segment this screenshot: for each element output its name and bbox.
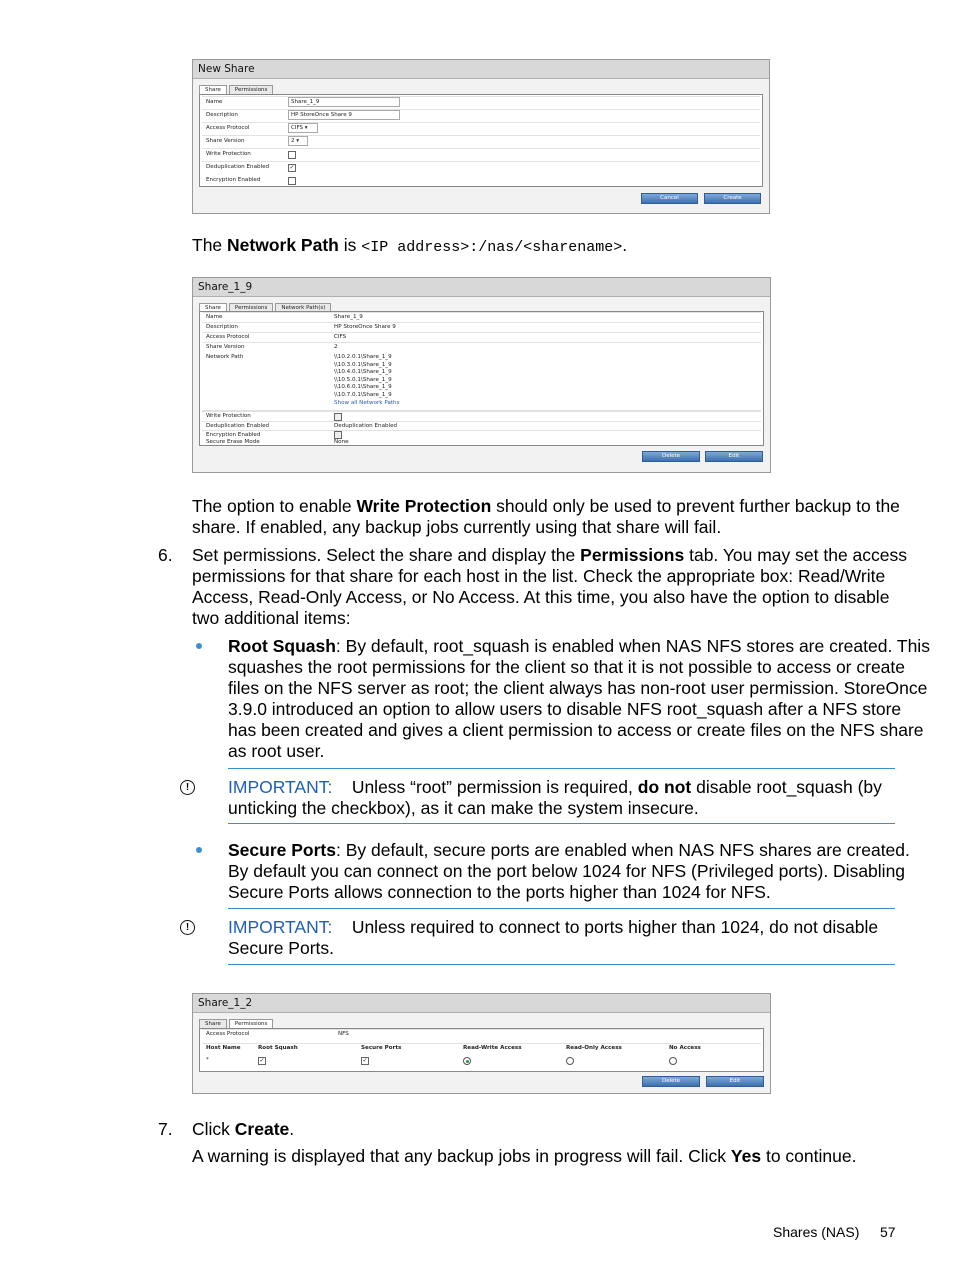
paragraph-line: Secure Ports.: [228, 938, 335, 958]
paragraph-line: By default you can connect on the port below 1024 for NFS (Privileged ports). Disabling: [228, 861, 906, 881]
network-path-sentence: [192, 235, 627, 258]
root-squash-checkbox[interactable]: ✓: [259, 1057, 265, 1064]
field-value: Deduplication Enabled: [334, 423, 398, 429]
text: should only be used to prevent further backup to the: [496, 496, 900, 516]
field-label: Deduplication Enabled: [206, 423, 270, 429]
field-value: Share_1_9: [334, 314, 363, 320]
name-input[interactable]: Share_1_9: [288, 97, 400, 107]
text: to continue.: [765, 1146, 857, 1166]
panel-title: Share_1_9: [193, 278, 770, 297]
panel-title: New Share: [193, 60, 769, 79]
field-label: Description: [206, 112, 238, 118]
share-details-screenshot: [192, 277, 771, 473]
network-path-term: Network Path: [227, 235, 339, 255]
detail-row: [202, 421, 761, 429]
new-share-screenshot: [192, 59, 770, 214]
cancel-button[interactable]: Cancel: [641, 193, 698, 204]
create-button[interactable]: Create: [704, 193, 761, 204]
divider: [228, 964, 895, 965]
field-label: Write Protection: [206, 413, 251, 419]
field-label: Encryption Enabled: [206, 177, 261, 183]
select-value: CIFS: [291, 125, 304, 131]
important-note-secure-ports: [228, 917, 878, 959]
step-number: 6.: [158, 545, 173, 565]
encryption-checkbox[interactable]: [288, 177, 296, 185]
paragraph-line: [228, 636, 930, 657]
tab-network-paths[interactable]: Network Path(s): [275, 303, 331, 312]
important-label: IMPORTANT:: [228, 777, 333, 797]
secure-ports-item: [228, 840, 910, 903]
share-form: [199, 94, 763, 187]
divider: [228, 908, 895, 909]
paragraph-line: files on the NFS server as root; the client always has non-root user permission. StoreOnce: [228, 678, 928, 698]
write-protection-paragraph: [192, 496, 900, 538]
share-version-select[interactable]: [288, 136, 308, 146]
host-name: *: [206, 1057, 209, 1063]
permissions-screenshot: [192, 993, 771, 1094]
detail-row: [202, 322, 761, 330]
text: The option to enable: [192, 496, 352, 516]
paragraph-line: Secure Ports allows connection to the ports higher than 1024 for NFS.: [228, 882, 771, 902]
tab-share[interactable]: Share: [199, 1019, 227, 1028]
important-label: IMPORTANT:: [228, 917, 333, 937]
paragraph-line: permissions for that share for each host in the list. Check the appropriate box: Read/Write: [192, 566, 886, 586]
permissions-form: [199, 1028, 764, 1072]
field-label: Access Protocol: [206, 125, 250, 131]
field-label: Name: [206, 99, 223, 105]
paragraph-line: 3.9.0 introduced an option to allow users to disable NFS root_squash after a NFS store: [228, 699, 902, 719]
step-6-text: [192, 545, 907, 629]
paragraph-line: [228, 840, 910, 861]
secure-ports-term: Secure Ports: [228, 840, 336, 860]
paragraph-line: [228, 777, 882, 798]
panel-title: Share_1_2: [193, 994, 770, 1013]
form-row: [202, 161, 760, 171]
detail-row: [202, 411, 761, 419]
text: Unless “root” permission is required,: [351, 777, 633, 797]
field-label: Encryption Enabled: [206, 432, 261, 438]
text: The: [192, 235, 223, 255]
emphasis: do not: [637, 777, 692, 797]
paragraph-line: share. If enabled, any backup jobs currently using that share will fail.: [192, 517, 722, 537]
paragraph-line: squashes the root permissions for the client so that it is not possible to access or create: [228, 657, 906, 677]
column-header: Read-Write Access: [463, 1045, 522, 1051]
column-header: No Access: [669, 1045, 701, 1051]
tab-permissions[interactable]: Permissions: [229, 85, 274, 94]
detail-row: [202, 430, 761, 438]
important-icon: !: [180, 780, 195, 795]
field-value: CIFS: [334, 334, 347, 340]
tab-permissions[interactable]: Permissions: [229, 303, 274, 312]
field-value: NFS: [338, 1031, 349, 1037]
network-path: \\10.5.0.1\Share_1_9: [334, 376, 392, 383]
text: Unless required to connect to ports higher than 1024, do not disable: [351, 917, 879, 937]
tab-bar: [199, 85, 273, 94]
root-squash-item: [228, 636, 930, 762]
read-only-radio[interactable]: [566, 1057, 574, 1065]
text: : By default, secure ports are enabled when NAS NFS shares are created.: [335, 840, 910, 860]
paragraph-line: has been created and gives a client permission to access or create files on the NFS share: [228, 720, 924, 740]
detail-row: [202, 342, 761, 350]
step-number: 7.: [158, 1119, 173, 1139]
field-label: Access Protocol: [206, 1031, 250, 1037]
column-header: Root Squash: [258, 1045, 298, 1051]
secure-ports-checkbox[interactable]: ✓: [362, 1057, 368, 1064]
permissions-term: Permissions: [580, 545, 685, 565]
paragraph-line: as root user.: [228, 741, 325, 761]
read-write-radio[interactable]: [463, 1057, 471, 1065]
text: .: [289, 1119, 295, 1139]
write-protection-term: Write Protection: [356, 496, 492, 516]
column-header: Host Name: [206, 1045, 241, 1051]
text: tab. You may set the access: [689, 545, 908, 565]
form-row: [202, 109, 760, 118]
edit-button[interactable]: Edit: [705, 451, 763, 462]
network-path: \\10.2.0.1\Share_1_9: [334, 354, 392, 360]
detail-row: [202, 352, 761, 411]
field-value: 2: [334, 344, 338, 350]
write-protection-checkbox: [334, 413, 342, 421]
text: disable root_squash (by: [696, 777, 882, 797]
permissions-header-row: [202, 1043, 761, 1051]
write-protection-checkbox[interactable]: [288, 151, 296, 159]
paragraph-line: [192, 496, 900, 517]
text: Click: [192, 1119, 230, 1139]
column-header: Read-Only Access: [566, 1045, 622, 1051]
form-row: [202, 135, 760, 144]
paragraph-line: Access, Read-Only Access, or No Access. At this time, you also have the option to disable: [192, 587, 890, 607]
text: .: [622, 235, 628, 255]
chevron-down-icon: ▾: [296, 138, 300, 144]
important-note-root-squash: [228, 777, 882, 819]
field-label: Secure Erase Mode: [206, 439, 260, 445]
field-value: None: [334, 439, 349, 445]
field-label: Write Protection: [206, 151, 251, 157]
bullet-icon: [196, 847, 202, 853]
chevron-down-icon: ▾: [304, 125, 308, 131]
warning-paragraph: [192, 1146, 856, 1167]
field-label: Share Version: [206, 138, 245, 144]
access-protocol-row: [202, 1029, 761, 1037]
field-value: HP StoreOnce Share 9: [334, 324, 396, 330]
tab-share[interactable]: Share: [199, 303, 227, 312]
field-label: Network Path: [206, 354, 244, 360]
form-row: [202, 122, 760, 131]
text: Set permissions. Select the share and display the: [192, 545, 576, 565]
detail-row: [202, 332, 761, 340]
detail-row: [202, 312, 761, 320]
deduplication-checkbox[interactable]: ✓: [289, 164, 295, 171]
network-path: \\10.7.0.1\Share_1_9: [334, 391, 392, 398]
paragraph-line: unticking the checkbox), as it can make the system insecure.: [228, 798, 699, 818]
field-label: Share Version: [206, 344, 245, 350]
text: A warning is displayed that any backup jobs in progress will fail. Click: [192, 1146, 727, 1166]
description-input[interactable]: HP StoreOnce Share 9: [288, 110, 400, 120]
network-path: \\10.3.0.1\Share_1_9: [334, 361, 392, 368]
form-row: [202, 148, 760, 157]
delete-button[interactable]: Delete: [642, 1076, 700, 1087]
edit-button[interactable]: Edit: [706, 1076, 764, 1087]
field-label: Description: [206, 324, 238, 330]
step-7-text: [192, 1119, 294, 1140]
tab-share[interactable]: Share: [199, 85, 227, 94]
divider: [228, 768, 895, 769]
show-all-network-paths-link[interactable]: Show all Network Paths: [334, 399, 400, 406]
text: is: [343, 235, 357, 255]
divider: [228, 823, 895, 824]
paragraph-line: [192, 545, 907, 566]
column-header: Secure Ports: [361, 1045, 402, 1051]
page-number: 57: [880, 1224, 896, 1240]
network-path: \\10.6.0.1\Share_1_9: [334, 384, 392, 391]
paragraph-line: two additional items:: [192, 608, 351, 628]
delete-button[interactable]: Delete: [642, 451, 700, 462]
select-value: 2: [291, 138, 295, 144]
footer-section: Shares (NAS): [773, 1224, 860, 1240]
text: : By default, root_squash is enabled when NAS NFS stores are created. This: [335, 636, 930, 656]
no-access-radio[interactable]: [669, 1057, 677, 1065]
tab-permissions[interactable]: Permissions: [229, 1019, 274, 1028]
network-path: \\10.4.0.1\Share_1_9: [334, 369, 392, 376]
field-label: Access Protocol: [206, 334, 250, 340]
create-term: Create: [234, 1119, 290, 1139]
bullet-icon: [196, 643, 202, 649]
field-label: Deduplication Enabled: [206, 164, 270, 170]
important-icon: !: [180, 920, 195, 935]
share-details: [199, 311, 764, 446]
network-path-code: <IP address>:/nas/<sharename>: [361, 239, 623, 256]
form-row: [202, 96, 760, 105]
paragraph-line: [228, 917, 878, 938]
network-path-list: [334, 354, 400, 407]
yes-term: Yes: [730, 1146, 762, 1166]
root-squash-term: Root Squash: [228, 636, 336, 656]
tab-bar: [199, 1019, 273, 1028]
field-label: Name: [206, 314, 223, 320]
access-protocol-select[interactable]: [288, 123, 318, 133]
